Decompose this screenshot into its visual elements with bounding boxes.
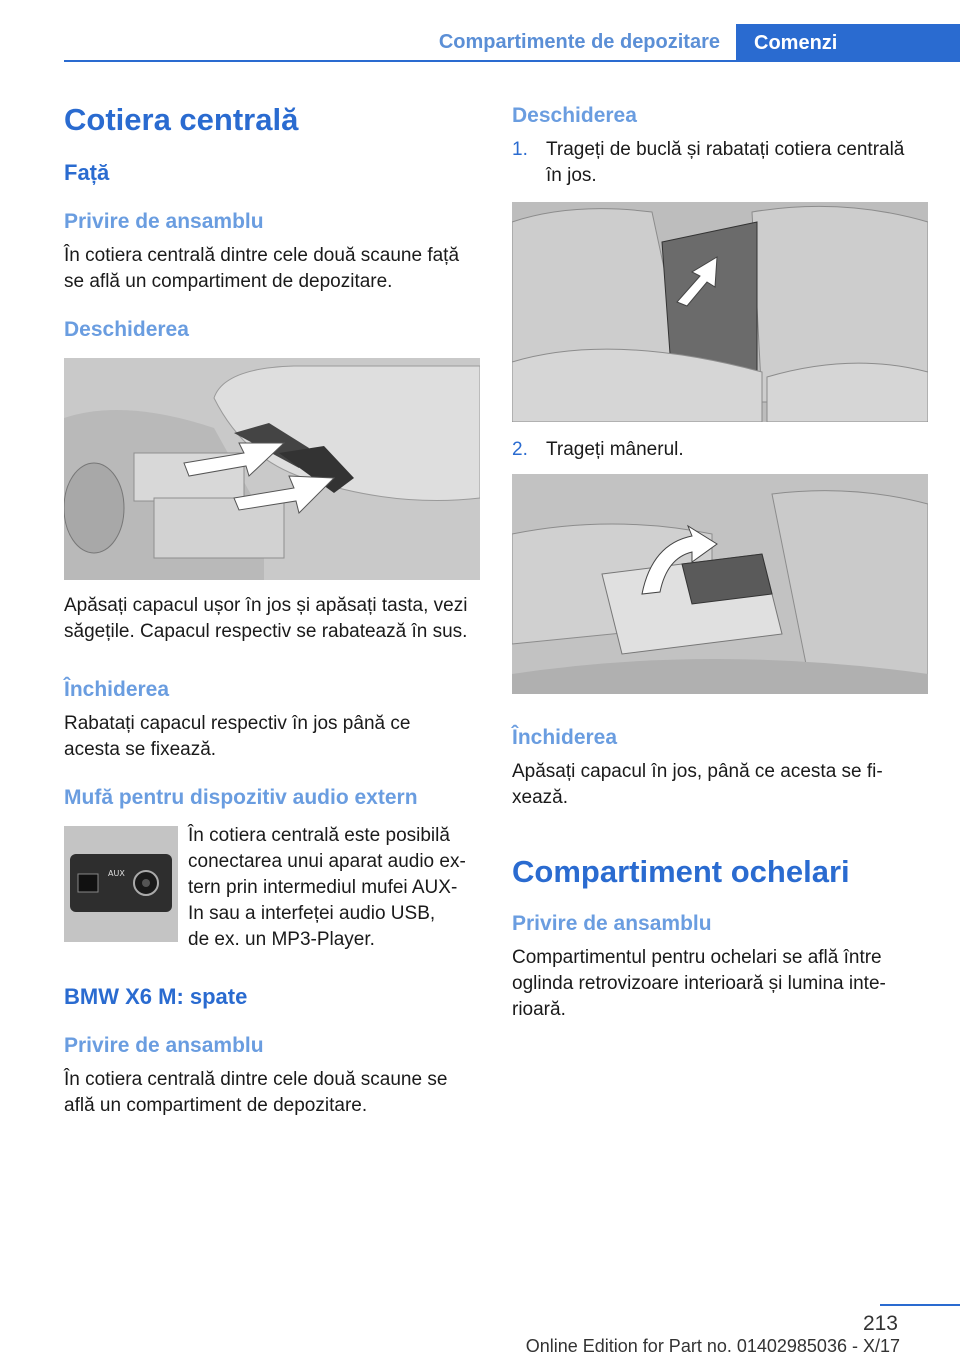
- step-text-line: Trageți mânerul.: [546, 439, 684, 460]
- caption-line: Apăsați capacul ușor în jos și apăsați tasta, vezi: [64, 595, 468, 616]
- closing-text-line: Rabatați capacul respectiv în jos până ce: [64, 713, 411, 734]
- aux-text-line: In sau a interfeței audio USB,: [188, 903, 436, 924]
- rear-text-line: În cotiera centrală dintre cele două scaune se: [64, 1069, 448, 1090]
- step-text-line: Trageți de buclă și rabatați cotiera centrală: [546, 139, 905, 160]
- caption-line: săgețile. Capacul respectiv se rabatează în sus.: [64, 621, 468, 642]
- aux-text-line: tern prin intermediul mufei AUX-: [188, 877, 458, 898]
- svg-text:AUX: AUX: [108, 869, 125, 878]
- step-text-line: în jos.: [546, 165, 597, 186]
- rear-opening-heading: Deschiderea: [512, 104, 637, 127]
- aux-heading: Mufă pentru dispozitiv audio extern: [64, 786, 418, 809]
- rear-closing-text-line: xează.: [512, 787, 568, 808]
- running-header-chapter: Comenzi: [736, 24, 960, 62]
- header-rule: [64, 60, 960, 62]
- overview-text-line: În cotiera centrală dintre cele două scaune față: [64, 245, 460, 266]
- closing-heading: Închiderea: [64, 678, 170, 701]
- rear-overview-heading: Privire de ansamblu: [64, 1034, 264, 1057]
- opening-heading: Deschiderea: [64, 318, 189, 341]
- step-number: 2.: [512, 439, 528, 460]
- subsection-front: Față: [64, 160, 110, 185]
- front-armrest-illustration: [64, 358, 480, 580]
- overview-text-line: se află un compartiment de depozitare.: [64, 271, 393, 292]
- aux-usb-port-illustration: [64, 826, 178, 942]
- rear-closing-heading: Închiderea: [512, 726, 618, 749]
- aux-text-line: de ex. un MP3-Player.: [188, 929, 375, 950]
- glasses-text-line: rioară.: [512, 999, 566, 1020]
- footer-rule: [880, 1304, 960, 1306]
- edition-note: Online Edition for Part no. 01402985036 - X/17: [525, 1336, 900, 1356]
- glasses-text-line: oglinda retrovizoare interioară și lumina inte-: [512, 973, 886, 994]
- aux-text-line: conectarea unui aparat audio ex-: [188, 851, 466, 872]
- glasses-text-line: Compartimentul pentru ochelari se află între: [512, 947, 882, 968]
- section-title: Cotiera centrală: [64, 102, 299, 137]
- rear-closing-text-line: Apăsați capacul în jos, până ce acesta se fi-: [512, 761, 883, 782]
- rear-heading: BMW X6 M: spate: [64, 984, 248, 1009]
- rear-text-line: află un compartiment de depozitare.: [64, 1095, 368, 1116]
- overview-heading: Privire de ansamblu: [64, 210, 264, 233]
- running-header-section: Compartimente de depozitare: [438, 31, 720, 53]
- rear-armrest-pull-illustration: [512, 202, 928, 422]
- aux-text-line: În cotiera centrală este posibilă: [188, 825, 450, 846]
- glasses-section-title: Compartiment ochelari: [512, 854, 850, 889]
- glasses-overview-heading: Privire de ansamblu: [512, 912, 712, 935]
- closing-text-line: acesta se fixează.: [64, 739, 217, 760]
- page-number: 213: [862, 1312, 898, 1335]
- rear-armrest-handle-illustration: [512, 474, 928, 694]
- step-number: 1.: [512, 139, 528, 160]
